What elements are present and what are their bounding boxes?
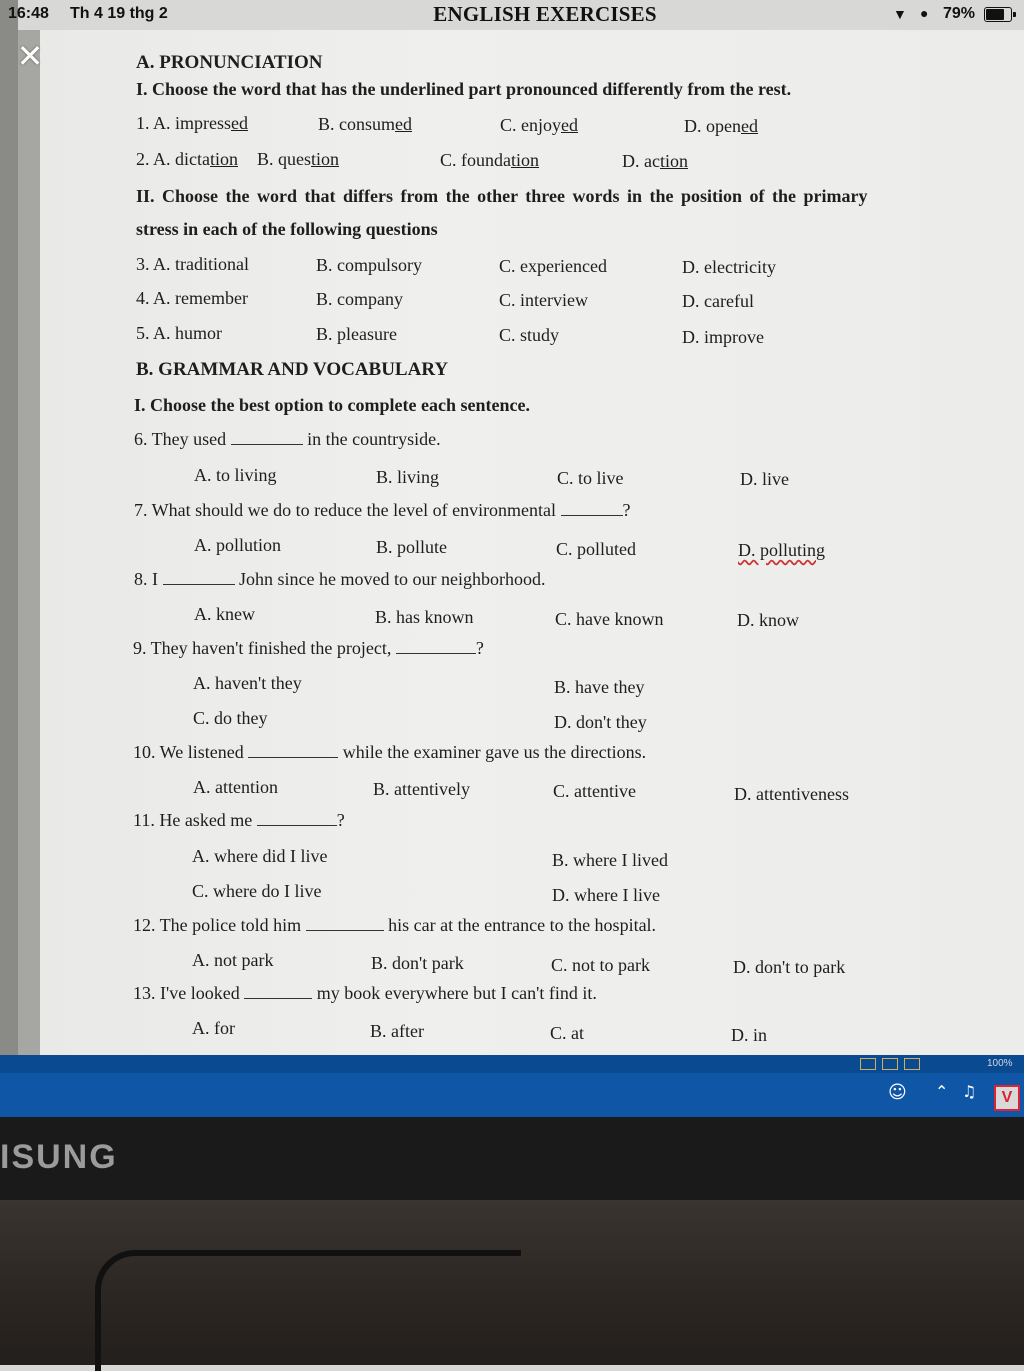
section-b-instruction: I. Choose the best option to complete each sentence.: [134, 395, 530, 415]
question-6: 6. They used in the countryside.: [134, 429, 441, 449]
q10-option-a: A. attention: [193, 777, 278, 797]
q9-option-c: C. do they: [193, 708, 268, 728]
q4-option-c: C. interview: [499, 290, 588, 310]
q6-option-a: A. to living: [194, 465, 277, 485]
q11-option-c: C. where do I live: [192, 881, 322, 901]
volume-icon[interactable]: ♫: [962, 1082, 977, 1101]
left-edge: [0, 0, 18, 1055]
section-a-instruction: I. Choose the word that has the underlined part pronounced differently from the rest.: [136, 79, 792, 99]
section-a-part2-line1: II. Choose the word that differs from the other three words in the position of the primary: [136, 186, 868, 206]
q6-option-b: B. living: [376, 467, 440, 487]
section-a-part2-line2: stress in each of the following questions: [136, 219, 438, 239]
question-7: 7. What should we do to reduce the level of environmental ?: [134, 500, 631, 520]
section-b-heading: B. GRAMMAR AND VOCABULARY: [136, 359, 449, 380]
q5-option-d: D. improve: [682, 327, 764, 347]
chevron-up-icon[interactable]: ⌃: [935, 1082, 949, 1101]
q3-option-d: D. electricity: [682, 257, 776, 277]
q9-option-a: A. haven't they: [193, 673, 302, 693]
q2-option-c: C. foundation: [440, 150, 540, 170]
q3-option-c: C. experienced: [499, 256, 607, 276]
q10-option-c: C. attentive: [553, 781, 636, 801]
q5-option-b: B. pleasure: [316, 324, 397, 344]
q4-option-b: B. company: [316, 289, 403, 309]
document-page: [40, 30, 1024, 1055]
q9-option-d: D. don't they: [554, 712, 647, 732]
q8-option-b: B. has known: [375, 607, 474, 627]
battery-percent: 79%: [943, 5, 976, 22]
view-mode-icons[interactable]: [860, 1057, 970, 1069]
q11-option-a: A. where did I live: [192, 846, 328, 866]
wifi-icon: ▼: [893, 6, 907, 22]
q8-option-a: A. knew: [194, 604, 255, 624]
q12-option-b: B. don't park: [371, 953, 464, 973]
status-bar: [0, 0, 1024, 30]
q7-option-b: B. pollute: [376, 537, 447, 557]
vietkey-icon[interactable]: V: [994, 1085, 1020, 1111]
zoom-level[interactable]: 100%: [987, 1058, 1013, 1069]
section-a-heading: A. PRONUNCIATION: [136, 52, 323, 73]
question-10: 10. We listened while the examiner gave us the directions.: [133, 742, 647, 762]
q13-option-a: A. for: [192, 1018, 235, 1038]
battery-icon: [984, 7, 1012, 22]
q7-option-d: D. polluting: [738, 540, 826, 560]
q5-option-a: 5. A. humor: [136, 323, 223, 343]
question-1: 1. A. impressed: [136, 113, 249, 133]
q11-option-b: B. where I lived: [552, 850, 668, 870]
question-12: 12. The police told him his car at the entrance to the hospital.: [133, 915, 657, 935]
q9-option-b: B. have they: [554, 677, 645, 697]
q8-option-d: D. know: [737, 610, 799, 630]
question-13: 13. I've looked my book everywhere but I can't find it.: [133, 983, 597, 1003]
q10-option-b: B. attentively: [373, 779, 470, 799]
q10-option-d: D. attentiveness: [734, 784, 849, 804]
q3-option-b: B. compulsory: [316, 255, 422, 275]
q7-option-c: C. polluted: [556, 539, 636, 559]
monitor-stand: [95, 1250, 521, 1371]
q13-option-c: C. at: [550, 1023, 584, 1043]
q13-option-d: D. in: [731, 1025, 767, 1045]
q5-option-c: C. study: [499, 325, 560, 345]
question-2: 2. A. dictation: [136, 149, 239, 169]
close-icon[interactable]: ✕: [16, 37, 44, 75]
document-margin: [18, 30, 40, 1055]
q11-option-d: D. where I live: [552, 885, 660, 905]
document-title: ENGLISH EXERCISES: [433, 2, 657, 26]
q4-option-a: 4. A. remember: [136, 288, 248, 308]
q12-option-c: C. not to park: [551, 955, 650, 975]
q13-option-b: B. after: [370, 1021, 424, 1041]
q3-option-a: 3. A. traditional: [136, 254, 249, 274]
q8-option-c: C. have known: [555, 609, 664, 629]
q2-option-b: B. question: [257, 149, 340, 169]
q4-option-d: D. careful: [682, 291, 754, 311]
date: Th 4 19 thg 2: [70, 5, 168, 22]
monitor-bezel: [0, 1117, 1024, 1207]
people-icon[interactable]: ☺: [888, 1082, 907, 1103]
q2-option-d: D. action: [622, 151, 688, 171]
q1-option-b: B. consumed: [318, 114, 413, 134]
q6-option-d: D. live: [740, 469, 789, 489]
clock: 16:48: [8, 5, 49, 22]
question-8: 8. I John since he moved to our neighborhood.: [134, 569, 546, 589]
q7-option-a: A. pollution: [194, 535, 282, 555]
windows-taskbar: [0, 1055, 1024, 1117]
q12-option-d: D. don't to park: [733, 957, 846, 977]
monitor-brand-logo: ISUNG: [0, 1138, 118, 1176]
alarm-icon: ●: [920, 5, 929, 21]
question-9: 9. They haven't finished the project, ?: [133, 638, 484, 658]
question-11: 11. He asked me ?: [133, 810, 345, 830]
q6-option-c: C. to live: [557, 468, 624, 488]
q1-option-c: C. enjoyed: [500, 115, 578, 135]
q12-option-a: A. not park: [192, 950, 274, 970]
q1-option-d: D. opened: [684, 116, 758, 136]
